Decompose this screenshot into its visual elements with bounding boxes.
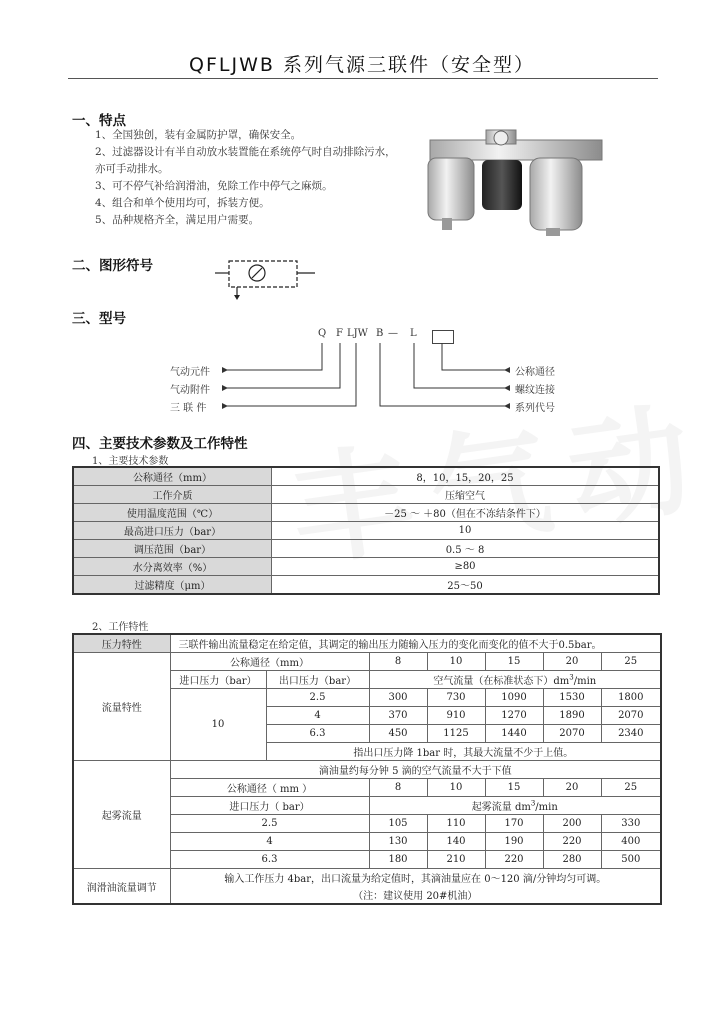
code-l: L <box>410 328 417 339</box>
table-key: 最高进口压力（bar） <box>73 522 272 540</box>
table-cell: 2.5 <box>266 689 369 707</box>
table-key: 使用温度范围（℃） <box>73 504 272 522</box>
table-cell: 10 <box>427 653 485 671</box>
table-cell: 10 <box>427 779 485 797</box>
feature-item: 1、全国独创，装有金属防护罩，确保安全。 <box>95 129 302 141</box>
table-cell: 110 <box>427 815 485 833</box>
table-cell: 910 <box>427 707 485 725</box>
table-cell: 15 <box>485 779 543 797</box>
table-cell: 1090 <box>485 689 543 707</box>
table-row <box>73 761 661 779</box>
page-title: QFLJWB 系列气源三联件（安全型） <box>189 54 535 76</box>
table-cell: 280 <box>543 851 601 869</box>
table-row <box>73 558 659 576</box>
flow-dn-label: 公称通径（mm） <box>170 653 369 671</box>
code-q: Q <box>318 328 327 339</box>
lub-text: 输入工作压力 4bar，出口流量为给定值时，其滴油量应在 0～120 滴/分钟均匀可调。 <box>170 869 661 887</box>
table-cell: 180 <box>369 851 427 869</box>
table-cell: 2.5 <box>170 815 369 833</box>
table-cell: 730 <box>427 689 485 707</box>
table-cell: 200 <box>543 815 601 833</box>
table-key: 过滤精度（μm） <box>73 576 272 595</box>
pressure-text: 三联件输出流量稳定在给定值，其调定的输出压力随输入压力的变化而变化的值不大于0.5bar。 <box>170 634 661 653</box>
table-row <box>73 467 659 486</box>
table-cell: 190 <box>485 833 543 851</box>
table-cell: 1125 <box>427 725 485 743</box>
table-cell: 500 <box>601 851 661 869</box>
table-cell: 20 <box>543 653 601 671</box>
model-heading: 三、型号 <box>72 311 126 327</box>
table-row <box>73 522 659 540</box>
table-cell: 1800 <box>601 689 661 707</box>
table-cell: 140 <box>427 833 485 851</box>
code-dash: — <box>388 328 398 339</box>
table-cell: 1270 <box>485 707 543 725</box>
mist-dn-label: 公称通径（ mm ） <box>170 779 369 797</box>
table-cell: 105 <box>369 815 427 833</box>
lub-label: 润滑油流量调节 <box>73 869 170 905</box>
mist-label: 起雾流量 <box>73 761 170 869</box>
table-cell: 6.3 <box>170 851 369 869</box>
table-key: 工作介质 <box>73 486 272 504</box>
table-cell: 4 <box>170 833 369 851</box>
table-cell: 1530 <box>543 689 601 707</box>
table-value: ≥80 <box>272 558 660 576</box>
table-cell: 2070 <box>601 707 661 725</box>
table-cell: 1890 <box>543 707 601 725</box>
label-nominal-diameter: 公称通径 <box>515 367 555 378</box>
table-key: 水分离效率（%） <box>73 558 272 576</box>
table-cell: 8 <box>369 653 427 671</box>
table-value: 8，10，15，20，25 <box>272 467 660 486</box>
lub-note: （注：建议使用 20#机油） <box>170 886 661 904</box>
table-cell: 220 <box>485 851 543 869</box>
table-cell: 2070 <box>543 725 601 743</box>
code-ljw: LJW <box>347 328 368 339</box>
feature-item: 3、可不停气补给润滑油，免除工作中停气之麻烦。 <box>95 180 333 192</box>
label-series-code: 系列代号 <box>515 403 555 414</box>
mist-head: 滴油量约每分钟 5 滴的空气流量不大于下值 <box>170 761 661 779</box>
table-cell: 170 <box>485 815 543 833</box>
table-cell: 400 <box>601 833 661 851</box>
table-value: 10 <box>272 522 660 540</box>
table-cell: 6.3 <box>266 725 369 743</box>
code-b: B <box>376 328 384 339</box>
table-cell: 2340 <box>601 725 661 743</box>
label-thread-connection: 螺纹连接 <box>515 385 555 396</box>
table-cell: 330 <box>601 815 661 833</box>
label-pneumatic-accessory: 气动附件 <box>170 385 210 396</box>
params-table <box>72 466 660 595</box>
features-heading: 一、特点 <box>72 113 126 129</box>
outlet-label: 出口压力（bar） <box>266 671 369 689</box>
label-triplet: 三 联 件 <box>170 403 207 414</box>
table-cell: 450 <box>369 725 427 743</box>
table-cell: 1440 <box>485 725 543 743</box>
table-key: 调压范围（bar） <box>73 540 272 558</box>
work-subheading: 2、工作特性 <box>92 622 149 633</box>
pressure-label: 压力特性 <box>73 634 170 653</box>
table-value: 25～50 <box>272 576 660 595</box>
table-row <box>73 486 659 504</box>
table-cell: 15 <box>485 653 543 671</box>
params-heading: 四、主要技术参数及工作特性 <box>72 436 248 452</box>
table-cell: 20 <box>543 779 601 797</box>
flow-label: 流量特性 <box>73 653 170 761</box>
table-cell: 25 <box>601 779 661 797</box>
model-connector-lines <box>0 0 724 420</box>
flow-note: 指出口压力降 1bar 时，其最大流量不少于上值。 <box>266 743 661 761</box>
mist-unit: 起雾流量 $dm^3/\min$ <box>369 797 661 815</box>
feature-item: 亦可手动排水。 <box>95 163 169 175</box>
inlet-value: 10 <box>170 689 266 761</box>
inlet-label: 进口压力（bar） <box>170 671 266 689</box>
table-row <box>73 540 659 558</box>
code-f: F <box>336 328 343 339</box>
table-row <box>73 653 661 671</box>
feature-item: 2、过滤器设计有半自动放水装置能在系统停气时自动排除污水， <box>95 146 396 158</box>
symbol-heading: 二、图形符号 <box>72 258 153 274</box>
table-value: －25 ～ ＋80（但在不冻结条件下） <box>272 504 660 522</box>
table-row <box>73 634 661 653</box>
table-cell: 370 <box>369 707 427 725</box>
table-key: 公称通径（mm） <box>73 467 272 486</box>
table-cell: 25 <box>601 653 661 671</box>
table-value: 压缩空气 <box>272 486 660 504</box>
work-table <box>72 633 662 905</box>
label-pneumatic-element: 气动元件 <box>170 367 210 378</box>
feature-item: 5、品种规格齐全，满足用户需要。 <box>95 214 260 226</box>
table-row <box>73 504 659 522</box>
table-cell: 8 <box>369 779 427 797</box>
table-cell: 130 <box>369 833 427 851</box>
table-value: 0.5 ～ 8 <box>272 540 660 558</box>
table-row <box>73 576 659 595</box>
flow-unit: 空气流量（在标准状态下）$dm^3/\min$ <box>369 671 661 689</box>
table-row <box>73 869 661 887</box>
table-cell: 4 <box>266 707 369 725</box>
feature-item: 4、组合和单个使用均可，拆装方便。 <box>95 197 270 209</box>
table-cell: 300 <box>369 689 427 707</box>
table-cell: 220 <box>543 833 601 851</box>
table-cell: 210 <box>427 851 485 869</box>
params-subheading: 1、主要技术参数 <box>92 456 169 467</box>
mist-inlet-label: 进口压力（ bar） <box>170 797 369 815</box>
